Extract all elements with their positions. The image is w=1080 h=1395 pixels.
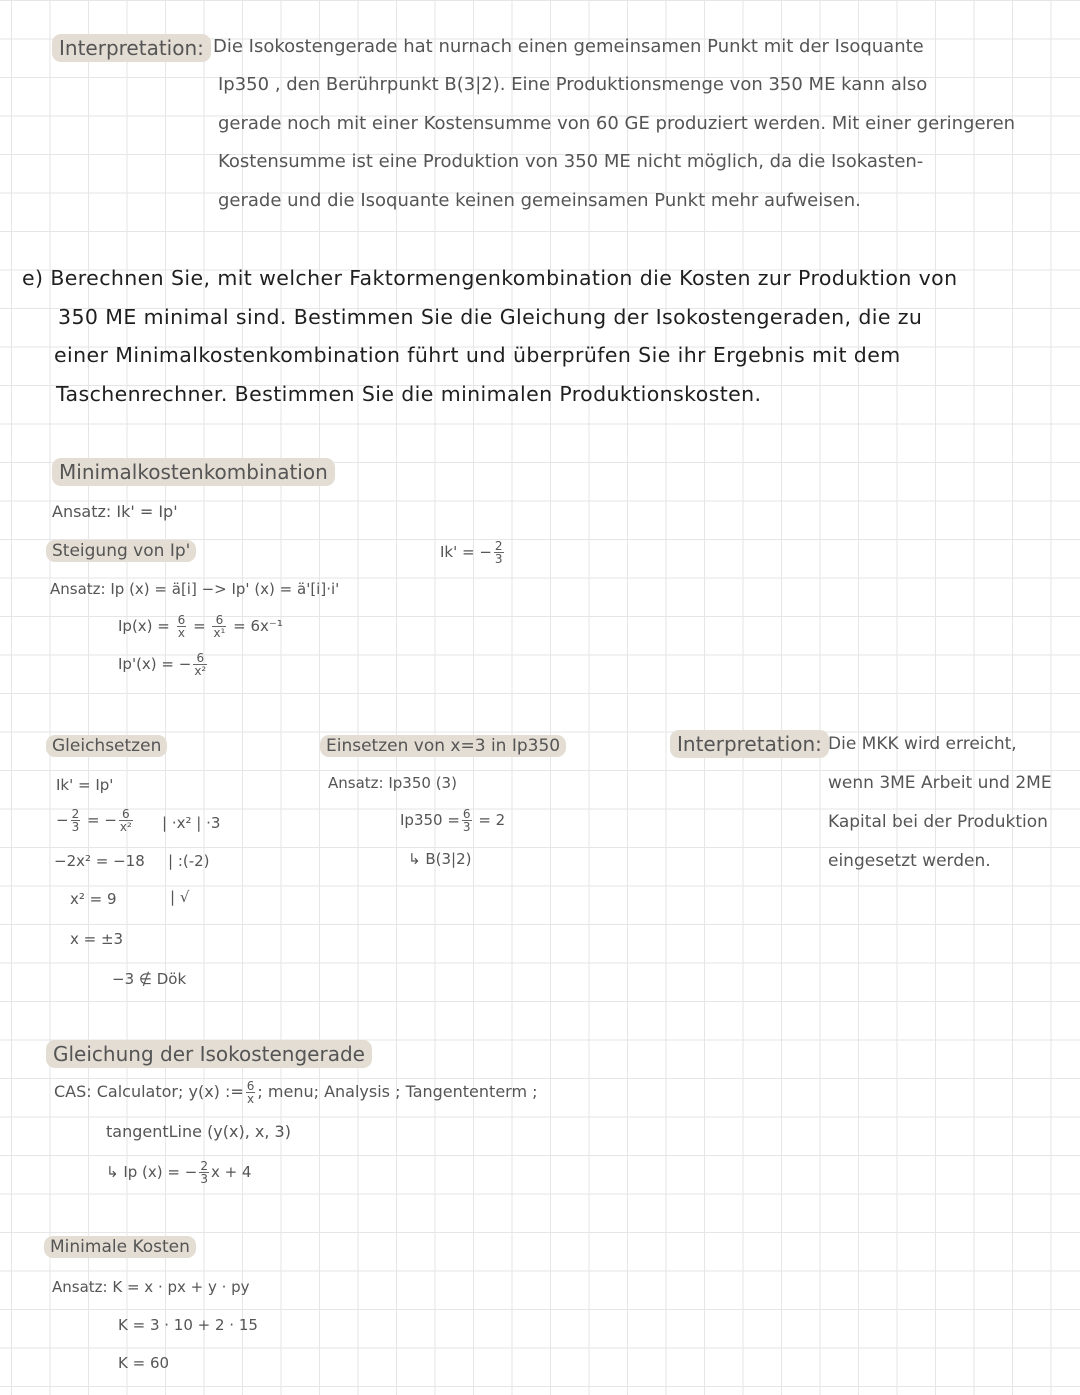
gleich-op-3: | √ (170, 888, 190, 906)
einsetzen-line-2: Ip350 = $\frac{6}{3}$ = 2 (400, 807, 506, 834)
interp2-line-3: Kapital bei der Produktion (828, 812, 1048, 832)
gleich-line-5: x = ±3 (70, 930, 124, 948)
top-line-2: Ip350 , den Berührpunkt B(3|2). Eine Produktionsmenge von 350 ME kann also (218, 74, 928, 95)
kosten-heading: Minimale Kosten (44, 1236, 196, 1258)
tangentline: tangentLine (y(x), x, 3) (106, 1122, 291, 1141)
mkk-heading: Minimalkostenkombination (52, 458, 335, 486)
mkk-ansatz-2: Ansatz: Ip (x) = ä[i] −> Ip' (x) = ä'[i]·i' (50, 580, 340, 598)
cas-line: CAS: Calculator; y(x) := $\frac{6}{x}$ ; menu; Analysis ; Tangententerm ; (54, 1079, 538, 1106)
top-line-1: Die Isokostengerade hat nurnach einen gemeinsamen Punkt mit der Isoquante (213, 36, 924, 57)
interpretation-label: Interpretation: (52, 34, 211, 62)
einsetzen-line-3: ↳ B(3|2) (408, 850, 472, 868)
isokosten-result: ↳ Ip (x) = − $\frac{2}{3}$ x + 4 (106, 1159, 252, 1186)
task-line-4: Taschenrechner. Bestimmen Sie die minimalen Produktionskosten. (56, 382, 762, 406)
interp2-line-2: wenn 3ME Arbeit und 2ME (828, 773, 1052, 793)
interpretation2-label: Interpretation: (670, 730, 829, 758)
steigung-heading: Steigung von Ip' (46, 540, 196, 562)
gleich-op-1: | ·x² | ·3 (162, 814, 221, 832)
einsetzen-heading: Einsetzen von x=3 in Ip350 (320, 735, 566, 757)
isokosten-heading: Gleichung der Isokostengerade (46, 1040, 372, 1068)
gleich-line-4: x² = 9 (70, 890, 117, 908)
top-line-4: Kostensumme ist eine Produktion von 350 ME nicht möglich, da die Isokasten- (218, 151, 924, 172)
kosten-ansatz: Ansatz: K = x · px + y · py (52, 1278, 250, 1296)
interp2-line-1: Die MKK wird erreicht, (828, 734, 1017, 754)
kosten-line-3: K = 60 (118, 1354, 170, 1372)
gleich-line-2: − $\frac{2}{3}$ = − $\frac{6}{\text{x²}}$ (56, 807, 132, 834)
task-line-1: e) Berechnen Sie, mit welcher Faktormengenkombination die Kosten zur Produktion von (22, 266, 958, 290)
mkk-ansatz: Ansatz: Ik' = Ip' (52, 502, 178, 521)
gleich-op-2: | :(-2) (168, 852, 210, 870)
top-line-3: gerade noch mit einer Kostensumme von 60 GE produziert werden. Mit einer geringeren (218, 113, 1016, 134)
top-line-5: gerade und die Isoquante keinen gemeinsamen Punkt mehr aufweisen. (218, 190, 861, 211)
kosten-line-2: K = 3 · 10 + 2 · 15 (118, 1316, 258, 1334)
task-line-3: einer Minimalkostenkombination führt und überprüfen Sie ihr Ergebnis mit dem (54, 343, 901, 367)
gleich-line-6: −3 ∉ Dök (112, 970, 187, 988)
gleich-line-3: −2x² = −18 (54, 852, 145, 870)
interp2-line-4: eingesetzt werden. (828, 851, 991, 871)
task-line-2: 350 ME minimal sind. Bestimmen Sie die Gleichung der Isokostengeraden, die zu (58, 305, 923, 329)
gleich-line-1: Ik' = Ip' (56, 776, 114, 794)
ik-slope: Ik' = − $\frac{2}{3}$ (440, 539, 503, 566)
ip-derivative: Ip'(x) = − $\frac{6}{\text{x²}}$ (118, 651, 207, 678)
gleichsetzen-heading: Gleichsetzen (46, 735, 167, 757)
einsetzen-ansatz: Ansatz: Ip350 (3) (328, 774, 457, 792)
ip-function: Ip(x) = $\frac{6}{x}$ = $\frac{6}{\text{x¹}}$ = 6x⁻¹ (118, 613, 283, 640)
